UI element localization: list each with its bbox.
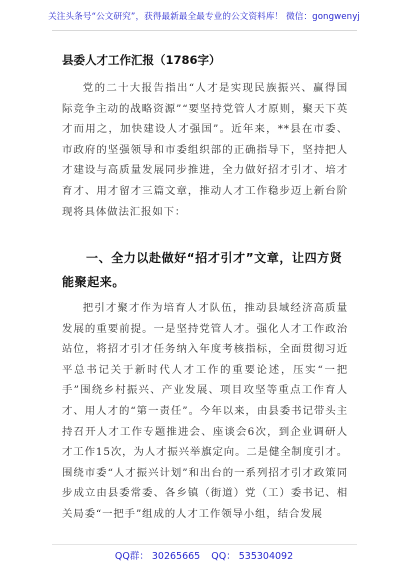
footer-qq-group: QQ群： 30265665: [114, 551, 201, 562]
document-title: 县委人才工作汇报（1786字）: [62, 53, 221, 67]
intro-paragraph: 党的二十大报告指出“人才是实现民族振兴、赢得国际竞争主动的战略资源”“要坚持党管人才原则，聚天下英才而用之，加快建设人才强国”。近年来，**县在市委、市政府的坚强领导和市委组织部的正确指导下，坚持把人才建设与高质量发展同步推进，全力做好招才引才、培才育才、用才留才三篇文章，推动人才工作稳步迈上新台阶现将具体做法汇报如下：: [62, 82, 348, 218]
footer-qq: QQ： 535304092: [211, 551, 294, 562]
header-banner: 关注头条号“公文研究”，获得最新最全最专业的公文资料库！ 微信：gongwenyj: [48, 12, 360, 22]
section-heading: 一、全力以赴做好“招才引才”文章，让四方贤能聚起来。: [62, 251, 343, 289]
body-paragraph: 把引才聚才作为培育人才队伍，推动县域经济高质量发展的重要前提。一是坚持党管人才。强化人才工作政治站位，将招才引才任务纳入年度考核指标，全面贯彻习近平总书记关于新时代人才工作的重要论述，压实“一把手”围绕乡村振兴、产业发展、项目攻坚等重点工作育人才、用人才的“第一责任”。今年以来，由县委书记带头主持召开人才工作专题推进会、座谈会6次，到企业调研人才工作15次，为人才振兴举旗定向。二是健全制度引才。围绕市委“人才振兴计划”和出台的一系列招才引才政策同步成立由县委常委、各乡镇（街道）党（工）委书记、相关局委“一把手”组成的人才工作领导小组，结合发展: [62, 302, 348, 520]
header-divider: [52, 30, 357, 31]
footer-divider: [52, 544, 357, 545]
footer-contact: [0, 548, 408, 562]
